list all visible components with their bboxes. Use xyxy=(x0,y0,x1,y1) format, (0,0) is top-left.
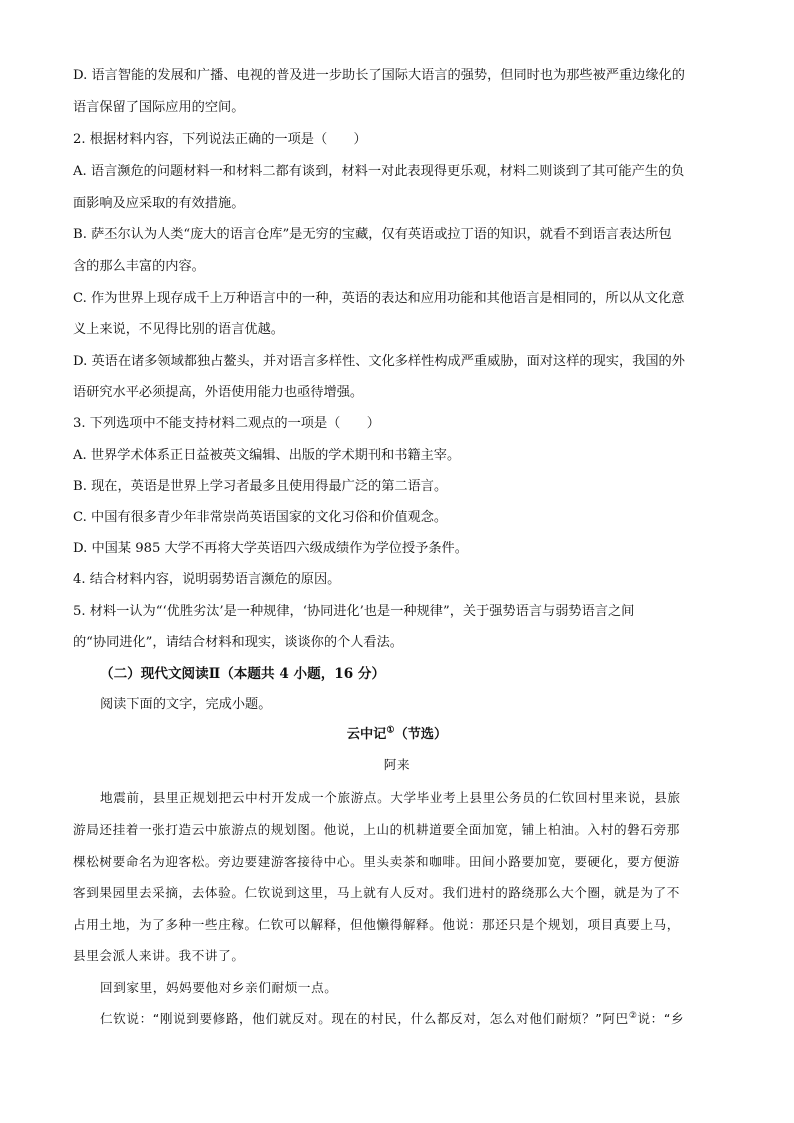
article-p3-text-b: 说：“乡 xyxy=(637,1011,685,1026)
article-p3-line1 xyxy=(100,1011,684,1027)
article-author: 阿来 xyxy=(383,757,411,772)
article-title xyxy=(0,727,794,743)
q2-option-d-line2: 语研究水平必须提高，外语使用能力也亟待增强。 xyxy=(73,385,364,400)
section-heading: （二）现代文阅读Ⅱ（本题共 4 小题，16 分） xyxy=(100,666,386,682)
q4-stem: 4. 结合材料内容，说明弱势语言濒危的原因。 xyxy=(73,572,341,587)
title-footnote-mark: ① xyxy=(386,725,395,736)
q3-option-b: B. 现在，英语是世界上学习者最多且使用得最广泛的第二语言。 xyxy=(73,479,448,494)
article-title-text: 云中记 xyxy=(346,727,387,742)
section-instruction: 阅读下面的文字，完成小题。 xyxy=(100,697,272,712)
q2-option-b-line2: 含的那么丰富的内容。 xyxy=(73,259,205,274)
article-p1-line4: 客到果园里去采摘，去体验。仁钦说到这里，马上就有人反对。我们进村的路绕那么大个圈，就是为了不 xyxy=(73,885,680,900)
q1-option-d-line2: 语言保留了国际应用的空间。 xyxy=(73,100,245,115)
q1-option-d-line1: D. 语言智能的发展和广播、电视的普及进一步助长了国际大语言的强势，但同时也为那些被严重边缘化的 xyxy=(73,68,685,83)
article-p1-line6: 县里会派人来讲。我不讲了。 xyxy=(73,948,245,963)
q2-option-c-line1: C. 作为世界上现存成千上万种语言中的一种，英语的表达和应用功能和其他语言是相同的，所以从文化意 xyxy=(73,291,685,306)
q2-option-a-line1: A. 语言濒危的问题材料一和材料二都有谈到，材料一对此表现得更乐观，材料二则谈到了其可能产生的负 xyxy=(73,164,685,179)
q3-option-d: D. 中国某 985 大学不再将大学英语四六级成绩作为学位授予条件。 xyxy=(73,541,468,556)
article-p2: 回到家里，妈妈要他对乡亲们耐烦一点。 xyxy=(100,980,338,995)
q2-option-a-line2: 面影响及应采取的有效措施。 xyxy=(73,196,245,211)
q2-option-d-line1: D. 英语在诸多领域都独占鳌头，并对语言多样性、文化多样性构成严重威胁，面对这样的现实，我国的外 xyxy=(73,354,685,369)
q5-line2: 的“协同进化”，请结合材料和现实，谈谈你的个人看法。 xyxy=(73,635,403,650)
article-p1-line2: 游局还挂着一张打造云中旅游点的规划图。他说，上山的机耕道要全面加宽，铺上柏油。入村的磐石旁那 xyxy=(73,822,680,837)
article-p1-line1: 地震前，县里正规划把云中村开发成一个旅游点。大学毕业考上县里公务员的仁钦回村里来说，县旅 xyxy=(100,790,681,805)
q3-option-c: C. 中国有很多青少年非常崇尚英语国家的文化习俗和价值观念。 xyxy=(73,510,448,525)
q2-stem: 2. 根据材料内容，下列说法正确的一项是（ ） xyxy=(73,132,367,147)
q2-option-b-line1: B. 萨丕尔认为人类“庞大的语言仓库”是无穷的宝藏，仅有英语或拉丁语的知识，就看不到语言表达所包 xyxy=(73,227,672,242)
article-p3-text-a: 仁钦说：“刚说到要修路，他们就反对。现在的村民，什么都反对，怎么对他们耐烦？”阿巴 xyxy=(100,1011,629,1026)
article-p1-line3: 棵松树要命名为迎客松。旁边要建游客接待中心。里头卖茶和咖啡。田间小路要加宽，要硬化，要方便游 xyxy=(73,854,680,869)
q2-option-c-line2: 义上来说，不见得比别的语言优越。 xyxy=(73,322,284,337)
p3-footnote-mark: ② xyxy=(628,1010,638,1021)
q5-line1: 5. 材料一认为“‘优胜劣汰’是一种规律，‘协同进化’也是一种规律”，关于强势语言与弱势语言之间 xyxy=(73,604,635,619)
article-title-suffix: （节选） xyxy=(394,727,448,742)
q3-stem: 3. 下列选项中不能支持材料二观点的一项是（ ） xyxy=(73,416,380,431)
q3-option-a: A. 世界学术体系正日益被英文编辑、出版的学术期刊和书籍主宰。 xyxy=(73,448,461,463)
article-p1-line5: 占用土地，为了多种一些庄稼。仁钦可以解释，但他懒得解释。他说：那还只是个规划，项目真要上马， xyxy=(73,917,680,932)
